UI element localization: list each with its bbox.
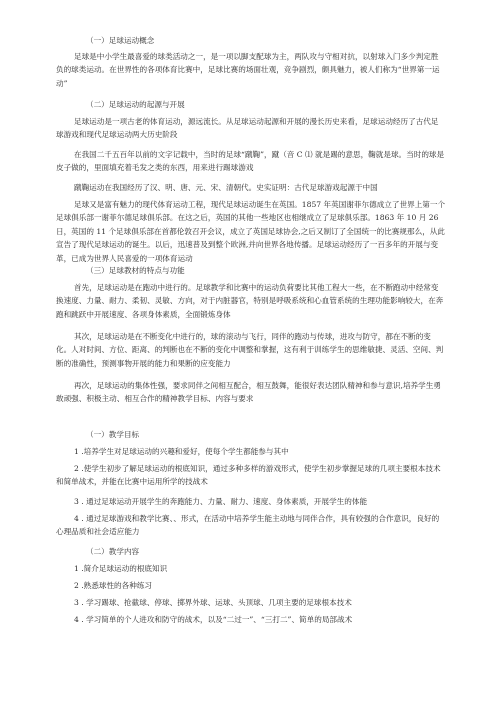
goal-item-2: 2 .使学生初步了解足球运动的根底知识，通过多种多样的游戏形式，使学生初步掌握足球的几项主要根本技术和简单战术，并能在比赛中运用所学的技战术 xyxy=(56,464,441,487)
paragraph-origin-1: 足球运动是一项古老的体育运动，源远流长。从足球运动起源和开展的漫长历史来看，足球运动经历了古代足球游戏和现代足球运动两大历史阶段 xyxy=(56,117,439,140)
content-item-3: 3 . 学习踢球、抢截球、停球、掷界外球、运球、头顶球、几项主要的足球根本技术 xyxy=(74,598,352,607)
paragraph-origin-4: 足球又是富有魅力的现代体育运动工程，现代足球运动诞生在英国。1857 年英国谢菲尔德成立了世界上第一个足球俱乐部一谢菲尔德足球俱乐部。在这之后，英国的其他一些地区也相继成立了足球俱乐部。1863 年 10 月 26 日，英国的 11 个足球俱乐部在首都伦敦召开会议，成立了英国足球协会,之后又制订了全国统一的比赛规那么，从此宣告了现代足球运动的诞生。以后，迅速普及到整个欧洲,并向世界各地传播。足球运动经历了一百多年的开展与变革，已成为世界人民喜爱的一项体育运动 xyxy=(56,200,446,263)
paragraph-origin-3: 蹴鞠运动在我国经历了汉、明、唐、元、宋、清朝代。史实证明：古代足球游戏起源于中国 xyxy=(74,183,378,192)
section-heading-features: （三）足球教材的特点与功能 xyxy=(86,266,185,275)
paragraph-origin-2: 在我国二千五百年以前的文字记载中，当时的足球“蹴鞠”，蹴（音 C ⑴ 就是踢的意思，鞠就是球。当时的球是皮子做的，里面填充着毛发之类的东西，用来进行踢球游戏 xyxy=(56,150,445,173)
goal-item-4: 4 . 通过足球游戏和教学比赛、、形式，在活动中培养学生能主动地与同伴合作，具有较强的合作意识，良好的心理品质和社会适应能力 xyxy=(56,514,440,537)
goal-item-1: 1 .培养学生对足球运动的兴趣和爱好，使每个学生都能参与其中 xyxy=(74,447,289,456)
paragraph-features-1: 首先，足球运动是在跑动中进行的。足球教学和比赛中的运动负荷要比其他工程大一些，在不断跑动中经常变换速度、力量、耐力、柔韧、灵敏、方向，对于内脏器官，特别是呼吸系统和心血管系统的生理功能影响较大，在奔跑和跳跃中开展速度、各项身体素质，全面锻炼身体 xyxy=(56,283,444,319)
content-item-2: 2 .熟悉球性的各种练习 xyxy=(74,581,153,590)
goal-item-3: 3 . 通过足球运动开展学生的奔跑能力、力量、耐力、速度、身体素质，开展学生的体能 xyxy=(74,497,368,506)
section-heading-content: （二）教学内容 xyxy=(86,547,140,556)
section-heading-goals: （一）教学目标 xyxy=(86,430,140,439)
paragraph-concept: 足球是中小学生最喜爱的球类活动之一，是一项以脚支配球为主，两队攻与守相对抗，以射球入门多少判定胜负的球类运动。在世界性的各项体育比赛中，足球比赛的场面壮观，竞争剧烈，颇具魅力，被人们称为“世界第一运动” xyxy=(56,52,440,88)
paragraph-features-2: 其次，足球运动是在不断变化中进行的，球的滚动与飞行，同伴的跑动与传球，进攻与防守，都在不断的变化。人对时间、方位、距离、的判断也在不断的变化中调整和掌握，这有利于训练学生的思维敏捷、灵活、空间、判断的准确性，预测事物开展的能力和果断的应变能力 xyxy=(56,332,444,368)
paragraph-features-3: 再次，足球运动的集体性强，要求同伴之间相互配合，相互鼓舞，能很好表达团队精神和参与意识,培养学生勇敢顽强、积极主动、相互合作的精神教学目标、内容与要求 xyxy=(56,381,441,404)
content-item-4: 4 . 学习简单的个人进攻和防守的战术，以及“二过一”、“三打二”、简单的局部战术 xyxy=(74,615,353,624)
section-heading-origin: （二）足球运动的起源与开展 xyxy=(86,100,185,109)
section-heading-concept: （一）足球运动概念 xyxy=(86,36,155,45)
content-item-1: 1 .简介足球运动的根底知识 xyxy=(74,564,168,573)
